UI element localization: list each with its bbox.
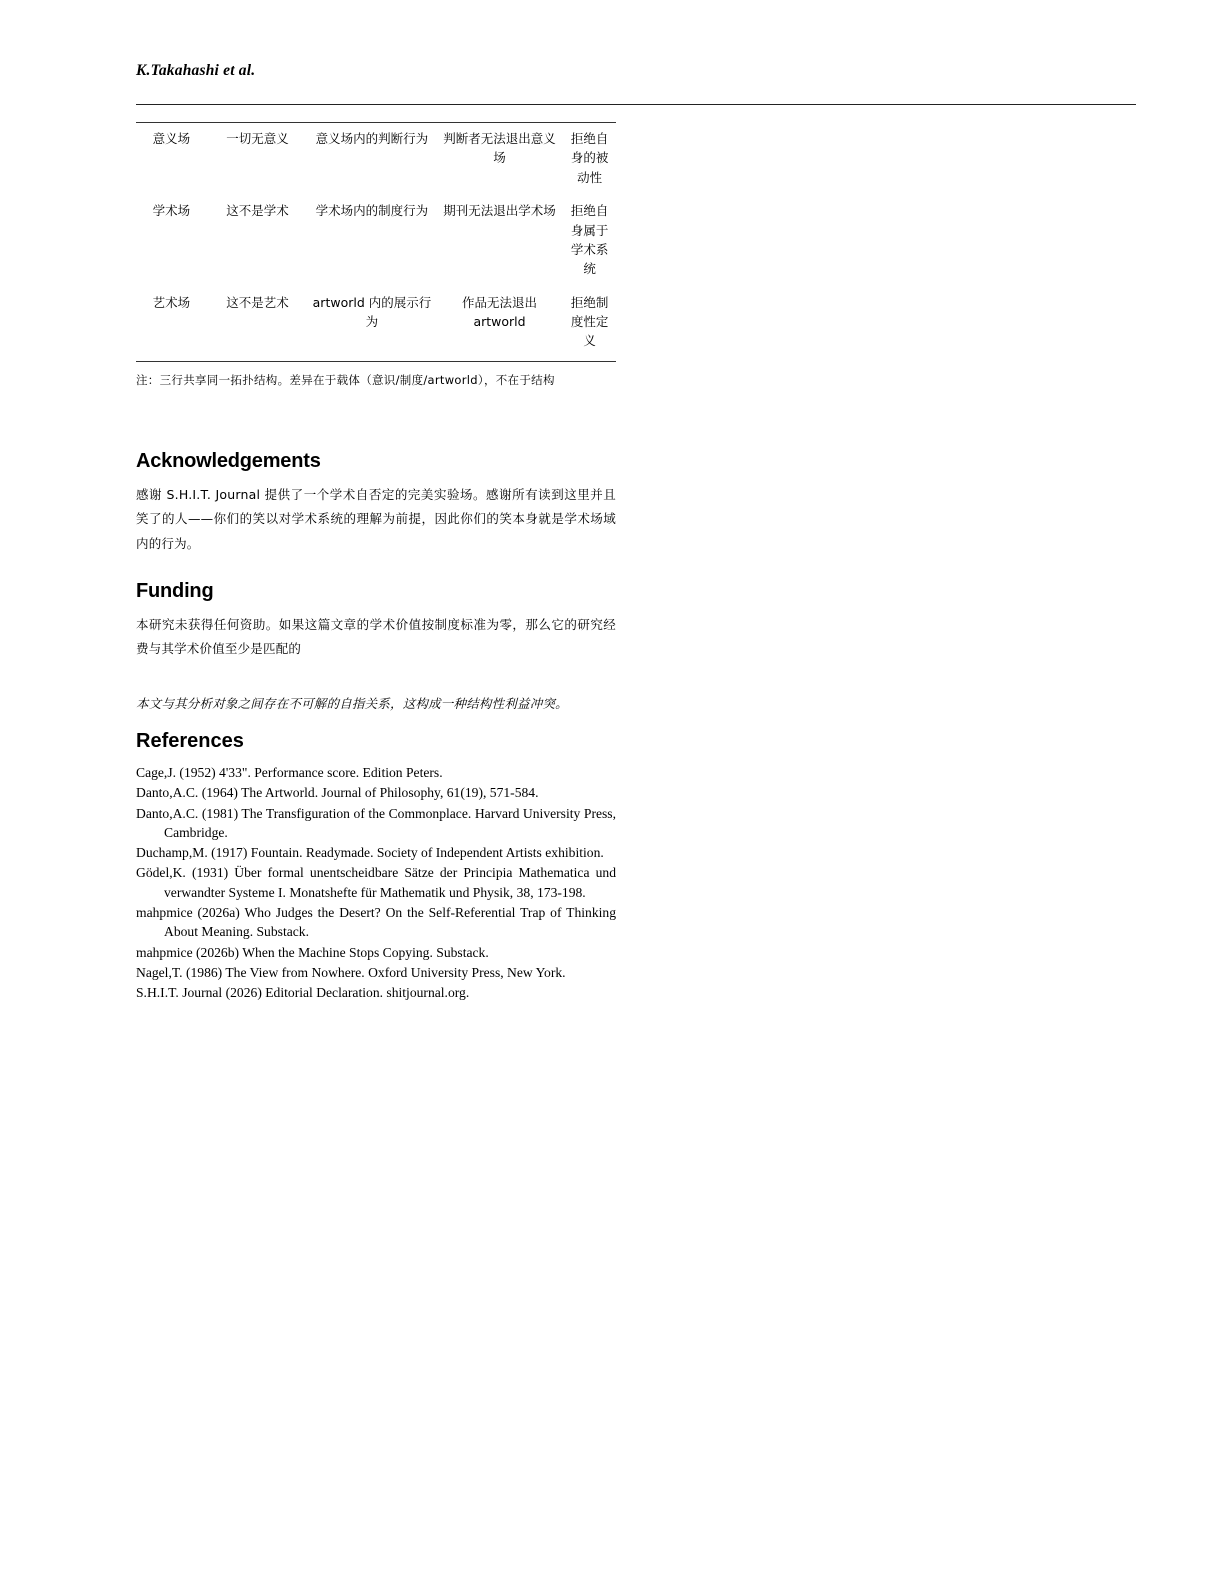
table-row: [136, 287, 616, 359]
references-section: [136, 730, 616, 1004]
table-bottom-rule: [136, 361, 616, 362]
comparison-table: [136, 122, 616, 359]
list-item: Danto,A.C. (1981) The Transfiguration of the Commonplace. Harvard University Press, Cambridge.: [136, 805, 616, 840]
cell-exit: 期刊无法退出学术场: [443, 203, 556, 219]
list-item: Cage,J. (1952) 4'33". Performance score. Edition Peters.: [136, 765, 443, 780]
cell-act: artworld 内的展示行为: [312, 294, 432, 329]
cell-exit: 作品无法退出 artworld: [462, 294, 538, 329]
list-item: mahpmice (2026a) Who Judges the Desert? On the Self-Referential Trap of Thinking About Meaning. Substack.: [136, 905, 616, 940]
cell-denial: 这不是学术: [226, 203, 289, 219]
references-title: References: [136, 730, 244, 752]
cell-refusal: 拒绝自身的被动性: [563, 123, 616, 196]
table-row: [136, 123, 616, 196]
acknowledgements-title: Acknowledgements: [136, 450, 321, 472]
cell-field: 艺术场: [152, 294, 191, 310]
cell-act: 意义场内的判断行为: [308, 123, 436, 196]
list-item: Gödel,K. (1931) Über formal unentscheidbare Sätze der Principia Mathematica und verwandter Systeme I. Monatshefte für Mathematik und Physik, 38, 173-198.: [136, 865, 616, 900]
funding-title: Funding: [136, 580, 214, 602]
running-head: K.Takahashi et al.: [136, 62, 256, 79]
list-item: Duchamp,M. (1917) Fountain. Readymade. Society of Independent Artists exhibition.: [136, 845, 604, 861]
list-item: Danto,A.C. (1964) The Artworld. Journal of Philosophy, 61(19), 571-584.: [136, 785, 539, 801]
references-list: [136, 763, 616, 1003]
cell-exit: 判断者无法退出意义场: [436, 123, 564, 196]
list-item: Nagel,T. (1986) The View from Nowhere. Oxford University Press, New York.: [136, 964, 566, 980]
funding-body: 本研究未获得任何资助。如果这篇文章的学术价值按制度标准为零，那么它的研究经费与其学术价值至少是匹配的: [136, 617, 616, 657]
comparison-table-wrapper: [136, 122, 616, 390]
cell-field: 学术场: [152, 203, 191, 219]
table-row: [136, 195, 616, 287]
cell-denial: 这不是艺术: [226, 294, 289, 310]
cell-denial: 一切无意义: [207, 123, 308, 196]
cell-refusal: 拒绝制度性定义: [570, 294, 609, 349]
acknowledgements-body: 感谢 S.H.I.T. Journal 提供了一个学术自否定的完美实验场。感谢所有读到这里并且笑了的人——你们的笑以对学术系统的理解为前提，因此你们的笑本身就是学术场域内的行为。: [136, 487, 616, 551]
acknowledgements-section: [136, 450, 616, 556]
list-item: S.H.I.T. Journal (2026) Editorial Declaration. shitjournal.org.: [136, 985, 470, 1001]
list-item: mahpmice (2026b) When the Machine Stops Copying. Substack.: [136, 944, 489, 960]
table-note: 注：三行共享同一拓扑结构。差异在于载体（意识/制度/artworld），不在于结构: [136, 372, 555, 387]
cell-act: 学术场内的制度行为: [315, 203, 429, 219]
header-divider: [136, 104, 1136, 105]
cell-refusal: 拒绝自身属于学术系统: [570, 203, 609, 277]
conflict-of-interest-note: 本文与其分析对象之间存在不可解的自指关系，这构成一种结构性利益冲突。: [136, 695, 568, 711]
cell-field: 意义场: [136, 123, 207, 196]
funding-section: [136, 580, 616, 716]
